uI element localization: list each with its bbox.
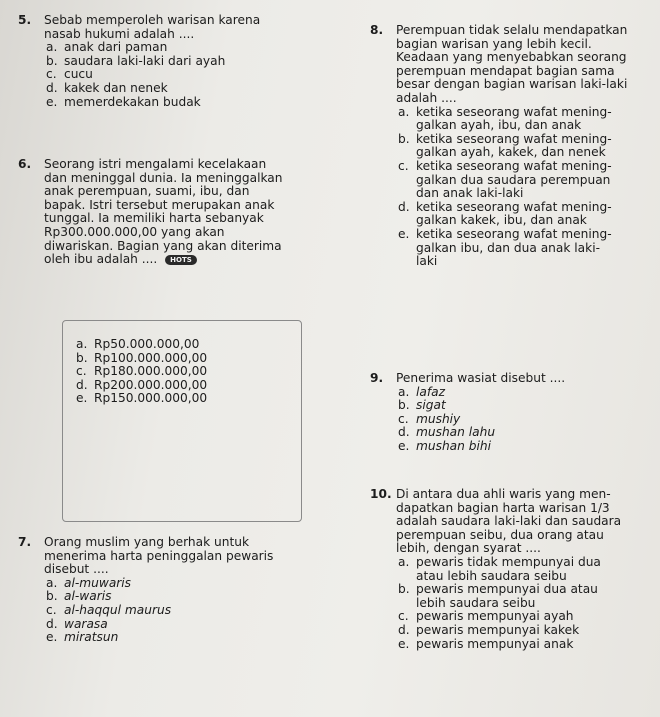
question-stem: Di antara dua ahli waris yang men- dapatkan bagian harta warisan 1/3 adalah saudara laki-laki dan saudara perempuan seibu, dua orang atau lebih, dengan syarat .... [396, 487, 622, 556]
question-8 [370, 24, 660, 269]
option-e[interactable]: e. pewaris mempunyai anak [398, 636, 574, 651]
question-6-options [18, 338, 338, 406]
option-c[interactable]: c. mushiy [398, 411, 461, 426]
question-number: 5. [18, 13, 32, 27]
question-number: 7. [18, 535, 32, 549]
question-7 [18, 536, 338, 645]
option-b[interactable]: b. ketika seseorang wafat mening- galkan ayah, kakek, dan nenek [398, 131, 612, 160]
option-b[interactable]: b. saudara laki-laki dari ayah [46, 53, 226, 68]
option-e[interactable]: e. mushan bihi [398, 438, 491, 453]
question-stem: Seorang istri mengalami kecelakaan dan meninggal dunia. Ia meninggalkan anak perempuan, suami, ibu, dan bapak. Istri tersebut merupakan anak tunggal. Ia memiliki harta sebanyak Rp300.000.000,00 yang akan diwariskan. Bagian yang akan diterima oleh ibu adalah .... HOTS [44, 157, 283, 267]
option-d[interactable]: d. Rp200.000.000,00 [76, 377, 208, 392]
option-a[interactable]: a. al-muwaris [46, 575, 132, 590]
option-b[interactable]: b. pewaris mempunyai dua atau lebih saudara seibu [398, 582, 598, 610]
question-stem: Penerima wasiat disebut .... [396, 371, 566, 385]
option-a[interactable]: a. lafaz [398, 384, 446, 399]
option-b[interactable]: b. sigat [398, 398, 446, 413]
question-number: 10. [370, 487, 392, 501]
option-d[interactable]: d. pewaris mempunyai kakek [398, 622, 580, 637]
option-b[interactable]: b. Rp100.000.000,00 [76, 350, 208, 365]
option-a[interactable]: a. ketika seseorang wafat mening- galkan ayah, ibu, dan anak [398, 104, 612, 133]
option-e[interactable]: e. miratsun [46, 630, 119, 645]
option-a[interactable]: a. Rp50.000.000,00 [76, 337, 200, 351]
option-c[interactable]: c. pewaris mempunyai ayah [398, 609, 574, 624]
options-list [396, 556, 660, 651]
option-d[interactable]: d. mushan lahu [398, 425, 496, 440]
question-10 [370, 488, 660, 651]
option-c[interactable]: c. cucu [46, 67, 93, 82]
question-stem: Orang muslim yang berhak untuk menerima harta peninggalan pewaris disebut .... [44, 535, 274, 577]
options-list [396, 106, 660, 269]
option-d[interactable]: d. warasa [46, 616, 108, 631]
question-6 [18, 158, 338, 267]
question-stem: Perempuan tidak selalu mendapatkan bagian warisan yang lebih kecil. Keadaan yang menyebabkan seorang perempuan mendapat bagian sama besar dengan bagian warisan laki-laki adalah .... [396, 23, 628, 105]
option-c[interactable]: c. Rp180.000.000,00 [76, 364, 208, 379]
option-a[interactable]: a. pewaris tidak mempunyai dua atau lebih saudara seibu [398, 554, 601, 583]
question-stem: Sebab memperoleh warisan karena nasab hukumi adalah .... [44, 13, 261, 41]
options-list [44, 41, 338, 109]
options-list [396, 386, 660, 454]
question-number: 8. [370, 23, 384, 37]
option-a[interactable]: a. anak dari paman [46, 40, 168, 55]
question-5 [18, 14, 338, 109]
question-number: 9. [370, 371, 384, 385]
option-d[interactable]: d. ketika seseorang wafat mening- galkan kakek, ibu, dan anak [398, 199, 612, 228]
option-e[interactable]: e. ketika seseorang wafat mening- galkan ibu, dan dua anak laki- laki [398, 226, 612, 269]
question-number: 6. [18, 157, 32, 171]
option-d[interactable]: d. kakek dan nenek [46, 80, 168, 95]
question-9 [370, 372, 660, 454]
option-c[interactable]: c. ketika seseorang wafat mening- galkan dua saudara perempuan dan anak laki-laki [398, 158, 612, 201]
options-list [44, 577, 338, 645]
options-list [74, 338, 338, 406]
option-b[interactable]: b. al-waris [46, 589, 112, 604]
option-e[interactable]: e. Rp150.000.000,00 [76, 391, 208, 406]
option-e[interactable]: e. memerdekakan budak [46, 94, 201, 109]
option-c[interactable]: c. al-haqqul maurus [46, 602, 172, 617]
hots-badge: HOTS [165, 255, 197, 265]
